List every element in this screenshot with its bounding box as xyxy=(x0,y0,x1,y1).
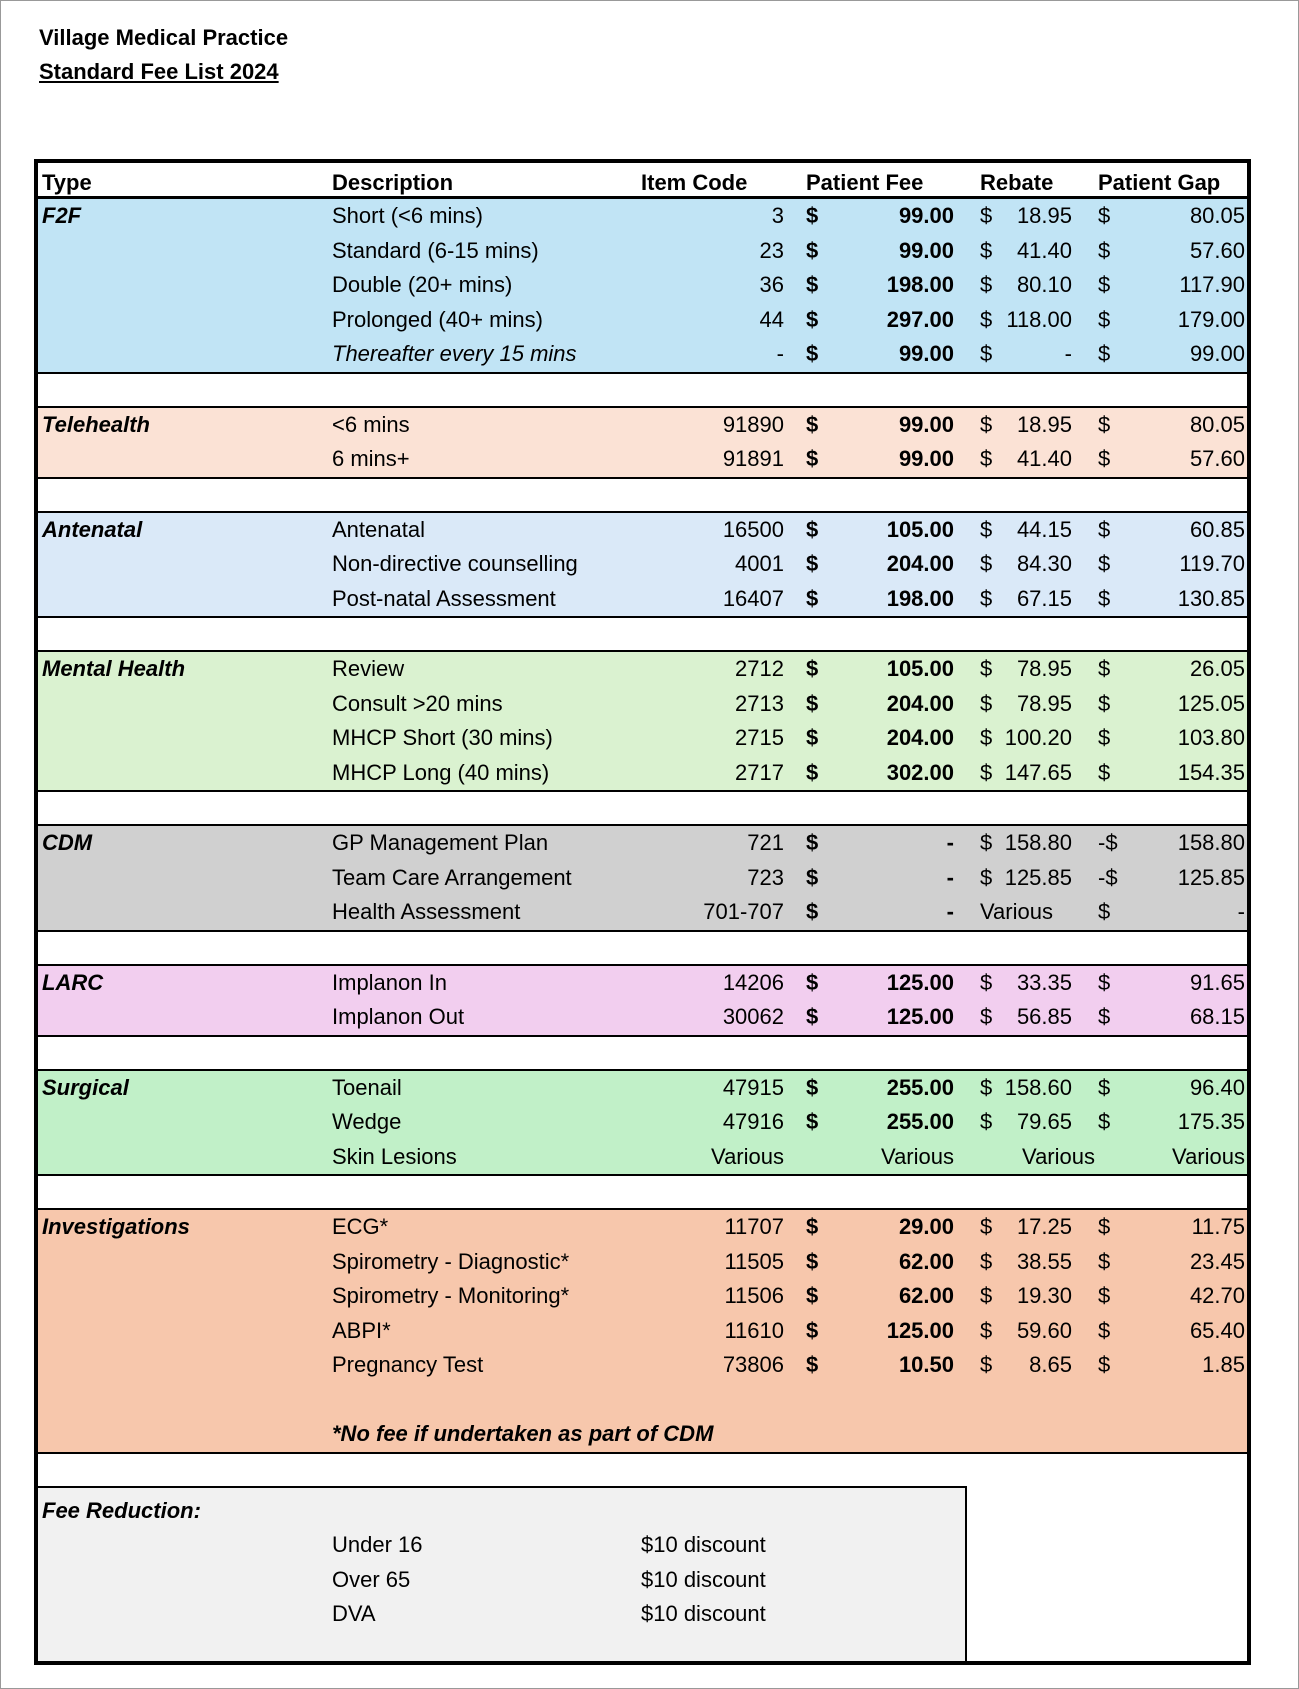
table-row xyxy=(38,756,1247,791)
gap-currency: $ xyxy=(1098,237,1111,263)
row-description: Health Assessment xyxy=(332,899,521,924)
reduction-value: $10 discount xyxy=(641,1566,766,1592)
gap-currency: $ xyxy=(1098,585,1111,611)
row-item-code: Various xyxy=(711,1143,784,1169)
fee-currency: $ xyxy=(806,656,819,681)
gap-currency: $ xyxy=(1098,1214,1111,1239)
row-patient-gap: 130.85 xyxy=(1177,585,1245,611)
row-description: Prolonged (40+ mins) xyxy=(332,306,543,332)
fee-currency: $ xyxy=(806,864,819,890)
row-rebate: 78.95 xyxy=(1016,690,1072,716)
section-spacer xyxy=(38,374,1247,406)
fee-currency: $ xyxy=(806,1109,819,1134)
table-row xyxy=(38,861,1247,896)
table-row xyxy=(38,1314,1247,1349)
gap-currency: $ xyxy=(1098,446,1111,471)
row-rebate: 158.60 xyxy=(1004,1074,1072,1100)
fee-currency: $ xyxy=(806,446,819,471)
rebate-currency: $ xyxy=(980,1248,993,1274)
row-patient-gap: 154.35 xyxy=(1177,759,1245,785)
rebate-currency: $ xyxy=(980,864,993,890)
blank-row xyxy=(38,1383,1247,1418)
rebate-currency: $ xyxy=(980,585,993,611)
row-rebate: Various xyxy=(1022,1143,1095,1169)
row-item-code: 47916 xyxy=(722,1109,784,1134)
row-description: Thereafter every 15 mins xyxy=(332,341,577,366)
row-patient-fee: 99.00 xyxy=(898,203,954,228)
fee-currency: $ xyxy=(806,1317,819,1343)
gap-currency: -$ xyxy=(1098,864,1118,890)
row-rebate: 100.20 xyxy=(1004,725,1072,750)
section-spacer xyxy=(38,932,1247,964)
row-description: <6 mins xyxy=(332,411,410,437)
row-patient-gap: 103.80 xyxy=(1177,725,1245,750)
row-rebate: 38.55 xyxy=(1016,1248,1072,1274)
table-row xyxy=(38,303,1247,338)
header-description: Description xyxy=(332,170,454,195)
row-rebate: 125.85 xyxy=(1004,864,1072,890)
row-patient-fee: 99.00 xyxy=(898,446,954,471)
section-antenatal xyxy=(38,511,1247,619)
gap-currency: -$ xyxy=(1098,830,1118,855)
row-description: Review xyxy=(332,656,405,681)
row-description: Non-directive counselling xyxy=(332,551,578,576)
rebate-currency: $ xyxy=(980,656,993,681)
list-title: Standard Fee List 2024 xyxy=(39,59,279,84)
row-patient-fee: 105.00 xyxy=(886,516,954,542)
table-row xyxy=(38,1348,1247,1383)
row-description: Skin Lesions xyxy=(332,1143,457,1169)
row-patient-gap: 175.35 xyxy=(1177,1109,1245,1134)
rebate-currency: $ xyxy=(980,690,993,716)
row-description: MHCP Short (30 mins) xyxy=(332,725,553,750)
row-rebate: 41.40 xyxy=(1016,237,1072,263)
row-item-code: 721 xyxy=(747,830,784,855)
row-patient-gap: - xyxy=(1237,899,1245,924)
row-item-code: 11610 xyxy=(724,1317,784,1343)
rebate-currency: $ xyxy=(980,1214,993,1239)
row-patient-fee: 198.00 xyxy=(886,585,954,611)
row-description: Toenail xyxy=(332,1074,402,1100)
section-f2f xyxy=(38,199,1247,374)
row-rebate: 41.40 xyxy=(1016,446,1072,471)
rebate-currency: $ xyxy=(980,203,993,228)
row-rebate: 18.95 xyxy=(1016,203,1072,228)
row-item-code: 16500 xyxy=(722,516,784,542)
rebate-currency: $ xyxy=(980,759,993,785)
row-patient-fee: 62.00 xyxy=(898,1248,954,1274)
section-telehealth xyxy=(38,406,1247,479)
reduction-value: $10 discount xyxy=(641,1531,766,1557)
row-patient-fee: 302.00 xyxy=(886,759,954,785)
practice-name: Village Medical Practice xyxy=(39,25,289,50)
row-patient-gap: 117.90 xyxy=(1179,272,1245,297)
row-patient-fee: Various xyxy=(881,1143,954,1169)
table-row xyxy=(38,1000,1247,1035)
header-patient-gap: Patient Gap xyxy=(1098,170,1221,195)
rebate-currency: $ xyxy=(980,1283,993,1308)
section-type: Surgical xyxy=(42,1074,129,1100)
table-row xyxy=(38,513,1247,548)
fee-currency: $ xyxy=(806,306,819,332)
section-mental-health xyxy=(38,650,1247,792)
section-larc xyxy=(38,964,1247,1037)
row-description: 6 mins+ xyxy=(332,446,410,471)
gap-currency: $ xyxy=(1098,1317,1111,1343)
row-rebate: 78.95 xyxy=(1016,656,1072,681)
fee-currency: $ xyxy=(806,1074,819,1100)
table-row xyxy=(38,1105,1247,1140)
row-item-code: 91891 xyxy=(722,446,784,471)
row-patient-fee: 204.00 xyxy=(886,551,954,576)
row-item-code: 16407 xyxy=(722,585,784,611)
row-patient-fee: 204.00 xyxy=(886,725,954,750)
gap-currency: $ xyxy=(1098,1283,1111,1308)
row-patient-gap: 179.00 xyxy=(1177,306,1245,332)
row-item-code: 723 xyxy=(747,864,784,890)
row-patient-fee: - xyxy=(946,899,954,924)
fee-currency: $ xyxy=(806,203,819,228)
gap-currency: $ xyxy=(1098,1248,1111,1274)
fee-currency: $ xyxy=(806,759,819,785)
section-type: LARC xyxy=(42,969,104,995)
row-description: Standard (6-15 mins) xyxy=(332,237,539,263)
row-patient-gap: 99.00 xyxy=(1189,341,1245,366)
rebate-currency: $ xyxy=(980,830,993,855)
gap-currency: $ xyxy=(1098,411,1111,437)
row-patient-gap: 125.05 xyxy=(1177,690,1245,716)
row-patient-gap: 91.65 xyxy=(1189,969,1245,995)
gap-currency: $ xyxy=(1098,1004,1111,1029)
row-item-code: 14206 xyxy=(722,969,784,995)
fee-sections xyxy=(38,199,1247,1486)
table-row xyxy=(38,652,1247,687)
section-spacer xyxy=(38,1176,1247,1208)
row-patient-fee: 297.00 xyxy=(886,306,954,332)
row-rebate: 19.30 xyxy=(1016,1283,1072,1308)
row-rebate: 56.85 xyxy=(1016,1004,1072,1029)
table-row xyxy=(38,199,1247,234)
row-item-code: 2712 xyxy=(735,656,784,681)
rebate-currency: $ xyxy=(980,516,993,542)
section-type: F2F xyxy=(42,203,82,228)
row-patient-gap: 42.70 xyxy=(1189,1283,1245,1308)
row-patient-gap: 23.45 xyxy=(1189,1248,1245,1274)
row-patient-fee: 198.00 xyxy=(886,272,954,297)
rebate-currency: $ xyxy=(980,411,993,437)
row-item-code: 11505 xyxy=(724,1248,784,1274)
rebate-currency: $ xyxy=(980,1352,993,1377)
section-spacer xyxy=(38,479,1247,511)
row-rebate: 17.25 xyxy=(1016,1214,1072,1239)
row-item-code: 4001 xyxy=(735,551,784,576)
row-rebate: 80.10 xyxy=(1016,272,1072,297)
fee-currency: $ xyxy=(806,1352,819,1377)
row-description: Post-natal Assessment xyxy=(332,585,556,611)
row-patient-gap: Various xyxy=(1172,1143,1245,1169)
row-rebate: 84.30 xyxy=(1016,551,1072,576)
row-rebate: 67.15 xyxy=(1016,585,1072,611)
header-patient-fee: Patient Fee xyxy=(806,170,924,195)
row-patient-fee: 29.00 xyxy=(898,1214,954,1239)
fee-currency: $ xyxy=(806,272,819,297)
table-row xyxy=(38,547,1247,582)
table-row xyxy=(38,1279,1247,1314)
reduction-label: DVA xyxy=(332,1600,376,1626)
rebate-currency: $ xyxy=(980,725,993,750)
footnote-row xyxy=(38,1417,1247,1452)
table-row xyxy=(38,1245,1247,1280)
row-patient-gap: 68.15 xyxy=(1189,1004,1245,1029)
row-item-code: 30062 xyxy=(722,1004,784,1029)
rebate-currency: $ xyxy=(980,1109,993,1134)
section-type: CDM xyxy=(42,830,93,855)
row-patient-gap: 26.05 xyxy=(1189,656,1245,681)
row-item-code: 2713 xyxy=(735,690,784,716)
row-patient-fee: 204.00 xyxy=(886,690,954,716)
row-description: Implanon In xyxy=(332,969,447,995)
row-item-code: 11506 xyxy=(724,1283,784,1308)
row-rebate: 8.65 xyxy=(1029,1352,1072,1377)
row-patient-fee: 125.00 xyxy=(886,1004,954,1029)
section-spacer xyxy=(38,1037,1247,1069)
row-rebate: - xyxy=(1064,341,1072,366)
gap-currency: $ xyxy=(1098,759,1111,785)
row-description: Double (20+ mins) xyxy=(332,272,513,297)
gap-currency: $ xyxy=(1098,899,1111,924)
row-patient-fee: 255.00 xyxy=(886,1109,954,1134)
row-patient-gap: 96.40 xyxy=(1189,1074,1245,1100)
table-row xyxy=(38,826,1247,861)
row-description: ECG* xyxy=(332,1214,389,1239)
row-patient-gap: 1.85 xyxy=(1202,1352,1245,1377)
row-patient-fee: 125.00 xyxy=(886,1317,954,1343)
table-row xyxy=(38,1140,1247,1175)
rebate-currency: $ xyxy=(980,969,993,995)
row-patient-gap: 158.80 xyxy=(1177,830,1245,855)
rebate-currency: $ xyxy=(980,272,993,297)
row-description: Pregnancy Test xyxy=(332,1352,484,1377)
fee-currency: $ xyxy=(806,725,819,750)
rebate-currency: $ xyxy=(980,446,993,471)
gap-currency: $ xyxy=(1098,725,1111,750)
row-description: Spirometry - Monitoring* xyxy=(332,1283,570,1308)
fee-currency: $ xyxy=(806,1214,819,1239)
fee-reduction-title: Fee Reduction: xyxy=(42,1497,201,1523)
row-description: ABPI* xyxy=(332,1317,391,1343)
table-row xyxy=(38,687,1247,722)
gap-currency: $ xyxy=(1098,656,1111,681)
row-rebate: 147.65 xyxy=(1004,759,1072,785)
fee-currency: $ xyxy=(806,1004,819,1029)
row-description: Consult >20 mins xyxy=(332,690,503,716)
section-type: Telehealth xyxy=(42,411,150,437)
row-rebate: 79.65 xyxy=(1016,1109,1072,1134)
row-item-code: 91890 xyxy=(722,411,784,437)
row-patient-gap: 11.75 xyxy=(1191,1214,1245,1239)
row-patient-fee: 62.00 xyxy=(898,1283,954,1308)
fee-currency: $ xyxy=(806,690,819,716)
row-item-code: 47915 xyxy=(722,1074,784,1100)
fee-currency: $ xyxy=(806,341,819,366)
row-item-code: 11707 xyxy=(724,1214,784,1239)
header-rebate: Rebate xyxy=(980,170,1054,195)
reduction-label: Under 16 xyxy=(332,1531,423,1557)
row-rebate: 118.00 xyxy=(1006,306,1072,332)
gap-currency: $ xyxy=(1098,516,1111,542)
rebate-currency: $ xyxy=(980,1317,993,1343)
row-patient-gap: 57.60 xyxy=(1189,446,1245,471)
fee-currency: $ xyxy=(806,899,819,924)
table-row xyxy=(38,721,1247,756)
rebate-currency: $ xyxy=(980,1004,993,1029)
table-row xyxy=(38,1071,1247,1106)
row-patient-fee: 125.00 xyxy=(886,969,954,995)
section-spacer xyxy=(38,792,1247,824)
row-patient-fee: 255.00 xyxy=(886,1074,954,1100)
row-description: GP Management Plan xyxy=(332,830,549,855)
fee-table xyxy=(34,159,1251,1665)
row-description: Antenatal xyxy=(332,516,425,542)
gap-currency: $ xyxy=(1098,969,1111,995)
row-patient-fee: 99.00 xyxy=(898,341,954,366)
section-type: Investigations xyxy=(42,1214,190,1239)
row-item-code: 73806 xyxy=(722,1352,784,1377)
row-patient-fee: 105.00 xyxy=(886,656,954,681)
row-rebate: 59.60 xyxy=(1016,1317,1072,1343)
table-header xyxy=(38,163,1247,199)
table-row xyxy=(38,268,1247,303)
table-row xyxy=(38,442,1247,477)
row-item-code: 3 xyxy=(771,203,784,228)
table-row xyxy=(38,337,1247,372)
fee-currency: $ xyxy=(806,1283,819,1308)
row-description: Spirometry - Diagnostic* xyxy=(332,1248,570,1274)
fee-currency: $ xyxy=(806,551,819,576)
fee-currency: $ xyxy=(806,237,819,263)
section-spacer xyxy=(38,618,1247,650)
row-patient-fee: 99.00 xyxy=(898,411,954,437)
row-description: Wedge xyxy=(332,1109,402,1134)
row-item-code: 44 xyxy=(759,306,784,332)
row-item-code: 701-707 xyxy=(703,899,784,924)
gap-currency: $ xyxy=(1098,341,1111,366)
reduction-value: $10 discount xyxy=(641,1600,766,1626)
gap-currency: $ xyxy=(1098,690,1111,716)
row-rebate: 44.15 xyxy=(1016,516,1072,542)
row-description: Short (<6 mins) xyxy=(332,203,483,228)
section-type: Mental Health xyxy=(42,656,186,681)
row-rebate: 158.80 xyxy=(1004,830,1072,855)
gap-currency: $ xyxy=(1098,1074,1111,1100)
table-row xyxy=(38,1210,1247,1245)
row-patient-gap: 80.05 xyxy=(1189,411,1245,437)
rebate-currency: $ xyxy=(980,341,993,366)
row-item-code: 2715 xyxy=(735,725,784,750)
cdm-footnote: *No fee if undertaken as part of CDM xyxy=(332,1421,714,1446)
fee-currency: $ xyxy=(806,516,819,542)
row-patient-fee: - xyxy=(946,864,954,890)
row-description: Implanon Out xyxy=(332,1004,465,1029)
row-patient-fee: 99.00 xyxy=(898,237,954,263)
row-description: Team Care Arrangement xyxy=(332,864,572,890)
table-row xyxy=(38,582,1247,617)
section-type: Antenatal xyxy=(42,516,143,542)
row-patient-gap: 65.40 xyxy=(1189,1317,1245,1343)
section-spacer xyxy=(38,1454,1247,1486)
header-type: Type xyxy=(42,170,92,195)
section-investigations xyxy=(38,1208,1247,1454)
table-row xyxy=(38,234,1247,269)
row-description: MHCP Long (40 mins) xyxy=(332,759,550,785)
row-patient-gap: 125.85 xyxy=(1177,864,1245,890)
table-row xyxy=(38,966,1247,1001)
row-rebate: 33.35 xyxy=(1016,969,1072,995)
row-item-code: 2717 xyxy=(735,759,784,785)
row-patient-fee: 10.50 xyxy=(898,1352,954,1377)
row-patient-gap: 57.60 xyxy=(1189,237,1245,263)
table-row xyxy=(38,408,1247,443)
fee-currency: $ xyxy=(806,1248,819,1274)
gap-currency: $ xyxy=(1098,306,1111,332)
section-surgical xyxy=(38,1069,1247,1177)
row-patient-fee: - xyxy=(946,830,954,855)
fee-currency: $ xyxy=(806,411,819,437)
gap-currency: $ xyxy=(1098,551,1111,576)
rebate-currency: $ xyxy=(980,237,993,263)
row-item-code: 36 xyxy=(759,272,784,297)
table-row xyxy=(38,895,1247,930)
row-item-code: - xyxy=(776,341,784,366)
row-rebate: 18.95 xyxy=(1016,411,1072,437)
rebate-currency: Various xyxy=(980,899,1053,924)
row-patient-gap: 60.85 xyxy=(1189,516,1245,542)
row-patient-gap: 80.05 xyxy=(1189,203,1245,228)
row-item-code: 23 xyxy=(759,237,784,263)
header-item-code: Item Code xyxy=(641,170,748,195)
gap-currency: $ xyxy=(1098,1109,1111,1134)
gap-currency: $ xyxy=(1098,1352,1111,1377)
rebate-currency: $ xyxy=(980,551,993,576)
reduction-label: Over 65 xyxy=(332,1566,411,1592)
fee-currency: $ xyxy=(806,830,819,855)
rebate-currency: $ xyxy=(980,306,993,332)
row-patient-gap: 119.70 xyxy=(1179,551,1245,576)
fee-currency: $ xyxy=(806,969,819,995)
gap-currency: $ xyxy=(1098,272,1111,297)
fee-currency: $ xyxy=(806,585,819,611)
fee-reduction-box xyxy=(38,1486,967,1661)
section-cdm xyxy=(38,824,1247,932)
rebate-currency: $ xyxy=(980,1074,993,1100)
gap-currency: $ xyxy=(1098,203,1111,228)
